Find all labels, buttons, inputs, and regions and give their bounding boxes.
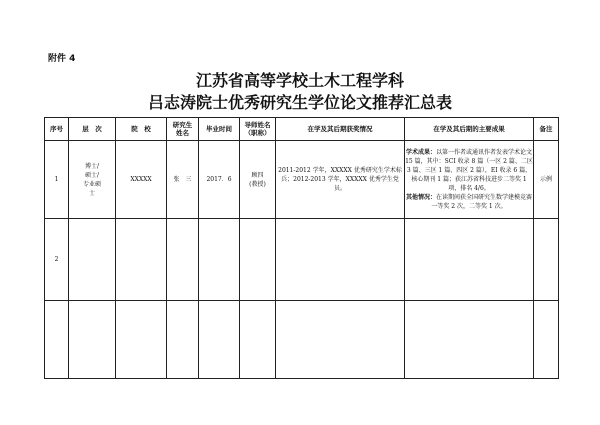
attachment-label: 附件 4 [48, 54, 76, 64]
cell-achievements [405, 219, 534, 301]
cell-student-name [167, 301, 199, 379]
cell-level-line4: 士 [88, 189, 95, 197]
header-school: 院 校 [116, 118, 167, 141]
header-awards: 在学及其后期获奖情况 [276, 118, 405, 141]
cell-advisor [240, 141, 276, 219]
cell-awards [276, 219, 405, 301]
achievement-other [405, 193, 533, 211]
header-student-name-line2: 姓名 [176, 129, 189, 137]
cell-student-name: 张 三 [167, 141, 199, 219]
achievement-other-text: 在读期间获全国研究生数学建模竞赛一等奖 2 次，二等奖 1 次。 [431, 194, 533, 210]
achievement-other-label: 其他情况： [405, 194, 436, 201]
cell-awards: 2011-2012 学年，XXXXX 优秀研究生学术标兵；2012-2013 学年，XXXXX 优秀学生党员。 [276, 141, 405, 219]
cell-seq: 2 [45, 219, 69, 301]
header-row [45, 118, 559, 141]
header-student-name [167, 118, 199, 141]
cell-advisor [240, 301, 276, 379]
header-achievements: 在学及其后期的主要成果 [405, 118, 534, 141]
cell-school: XXXXX [116, 141, 167, 219]
header-notes: 备注 [534, 118, 559, 141]
cell-grad-time [199, 219, 240, 301]
cell-seq [45, 301, 69, 379]
cell-notes [534, 301, 559, 379]
cell-advisor [240, 219, 276, 301]
cell-level-line3: 专业硕 [82, 180, 101, 188]
cell-notes [534, 219, 559, 301]
cell-grad-time: 2017．6 [199, 141, 240, 219]
cell-school [116, 301, 167, 379]
cell-achievements [405, 301, 534, 379]
achievement-academic-text: 以第一作者或通讯作者发表学术论文 15 篇，其中：SCI 收录 8 篇（一区 2 篇、二区 3 篇、三区 1 篇、四区 2 篇），EI 收录 6 篇，核心期刊 1 篇；获江苏省科技进步二等奖 1 项，排名 4/6。 [405, 149, 533, 192]
header-advisor [240, 118, 276, 141]
cell-seq: 1 [45, 141, 69, 219]
cell-level [69, 219, 116, 301]
header-advisor-line1: 导师姓名 [244, 121, 271, 129]
cell-student-name [167, 219, 199, 301]
header-grad-time: 毕业时间 [199, 118, 240, 141]
cell-notes: 示例 [534, 141, 559, 219]
cell-advisor-line2: (教授) [249, 180, 266, 188]
header-seq: 序号 [45, 118, 69, 141]
title-line-1: 江苏省高等学校土木工程学科 [195, 71, 404, 90]
header-advisor-line2: （职称） [244, 129, 271, 137]
summary-table [44, 117, 559, 379]
table-row [45, 301, 559, 379]
cell-advisor-line1: 顾四 [251, 171, 264, 179]
achievement-academic [405, 148, 533, 193]
cell-level-line1: 博士/ [84, 162, 100, 170]
cell-grad-time [199, 301, 240, 379]
table-row [45, 219, 559, 301]
cell-level [69, 301, 116, 379]
cell-level [69, 141, 116, 219]
header-level: 层 次 [69, 118, 116, 141]
title-line-2: 吕志涛院士优秀研究生学位论文推荐汇总表 [147, 93, 452, 112]
cell-school [116, 219, 167, 301]
table-row [45, 141, 559, 219]
header-student-name-line1: 研究生 [172, 121, 193, 129]
cell-awards [276, 301, 405, 379]
cell-level-line2: 硕士/ [84, 171, 100, 179]
achievement-academic-label: 学术成果： [405, 149, 436, 156]
cell-achievements [405, 141, 534, 219]
